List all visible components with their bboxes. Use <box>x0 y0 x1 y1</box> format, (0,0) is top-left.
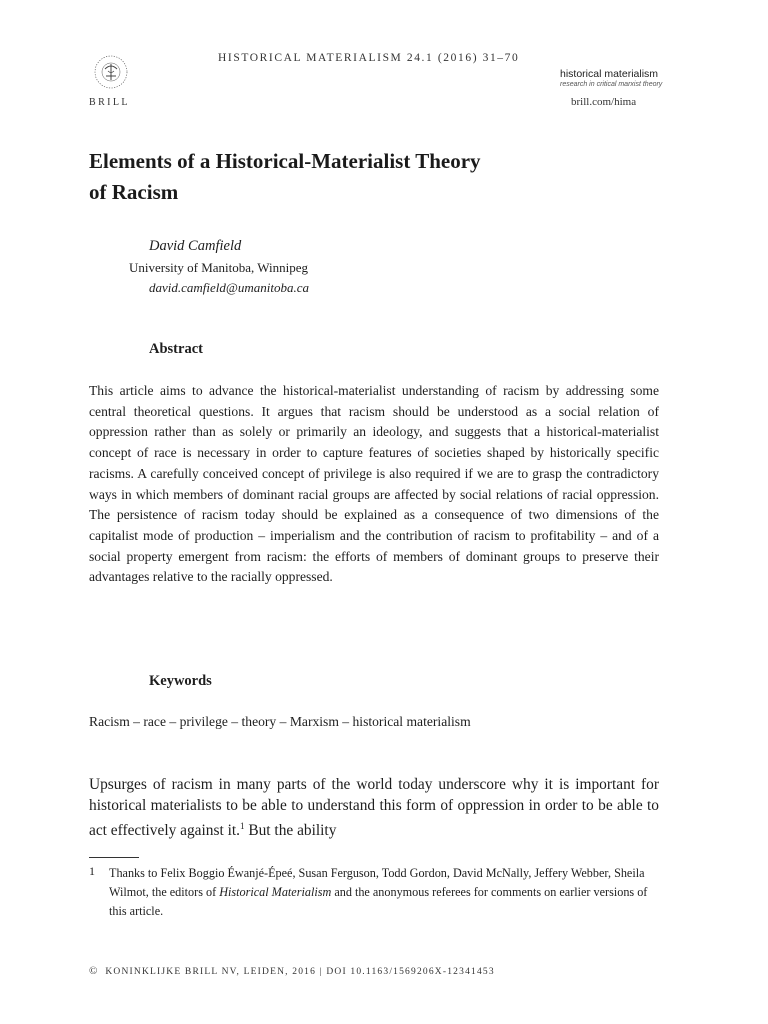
footnote-number: 1 <box>89 864 95 878</box>
journal-url[interactable]: brill.com/hima <box>571 96 637 108</box>
journal-brand-tagline: research in critical marxist theory <box>560 81 663 88</box>
footnote-text-before: Thanks to Felix Boggio Éwanjé-Épeé, Susan Ferguson, Todd Gordon, David McNally, Jeffery Webber, Sheila Wilmot, the editors of <box>109 866 645 899</box>
footnote-text-after: and the anonymous referees for comments on earlier versions of this article. <box>109 885 648 918</box>
keywords-heading: Keywords <box>149 673 212 689</box>
copyright-text: KONINKLIJKE BRILL NV, LEIDEN, 2016 | DOI 10.1163/1569206X-12341453 <box>105 967 495 977</box>
body-text: Upsurges of racism in many parts of the world today underscore why it is important for historical materialists to be able to understand this form of oppression in order to be able to act effectively against it. <box>89 776 659 840</box>
abstract-heading: Abstract <box>149 341 203 357</box>
journal-brand <box>560 68 662 89</box>
article-title-line1: Elements of a Historical-Materialist Theory <box>89 149 481 173</box>
abstract-text: This article aims to advance the historical-materialist understanding of racism by addressing some central theoretical questions. It argues that racism should be understood as a social relation of oppression rather than as solely or primarily an ideology, and suggests that a historical-materialist concept of race is necessary in order to capture features of societies shaped by historically specific racisms. A carefully conceived concept of privilege is also required if we are to grasp the contradictory ways in which members of dominant racial groups are affected by social relations of racial oppression. The persistence of racism today should be explained as a consequence of two dimensions of the capitalist mode of production – imperialism and the contribution of racism to profitability – and of a social property emergent from racism: the efforts of members of dominant groups to preserve their advantages relative to the racially oppressed. <box>89 383 659 585</box>
copyright-icon: © <box>89 965 98 977</box>
author-affiliation: University of Manitoba, Winnipeg <box>129 260 309 275</box>
body-text-continued: But the ability <box>244 822 337 840</box>
footnote-reference[interactable]: 1 <box>240 821 245 831</box>
publisher-name: BRILL <box>89 97 130 108</box>
footnote-divider <box>89 857 139 858</box>
journal-brand-name: historical materialism <box>560 68 659 80</box>
author-email[interactable]: david.camfield@umanitoba.ca <box>149 280 309 295</box>
footnote-text <box>109 864 661 921</box>
body-paragraph <box>89 774 659 841</box>
footnote-journal-title: Historical Materialism <box>219 885 332 899</box>
article-title-line2: of Racism <box>89 180 179 204</box>
keywords-text: Racism – race – privilege – theory – Marxism – historical materialism <box>89 714 471 729</box>
running-head: HISTORICAL MATERIALISM 24.1 (2016) 31–70 <box>218 52 520 64</box>
author-name: David Camfield <box>149 238 242 254</box>
copyright-line <box>89 965 495 977</box>
article-title <box>89 146 609 208</box>
brill-seal-icon <box>84 52 138 94</box>
